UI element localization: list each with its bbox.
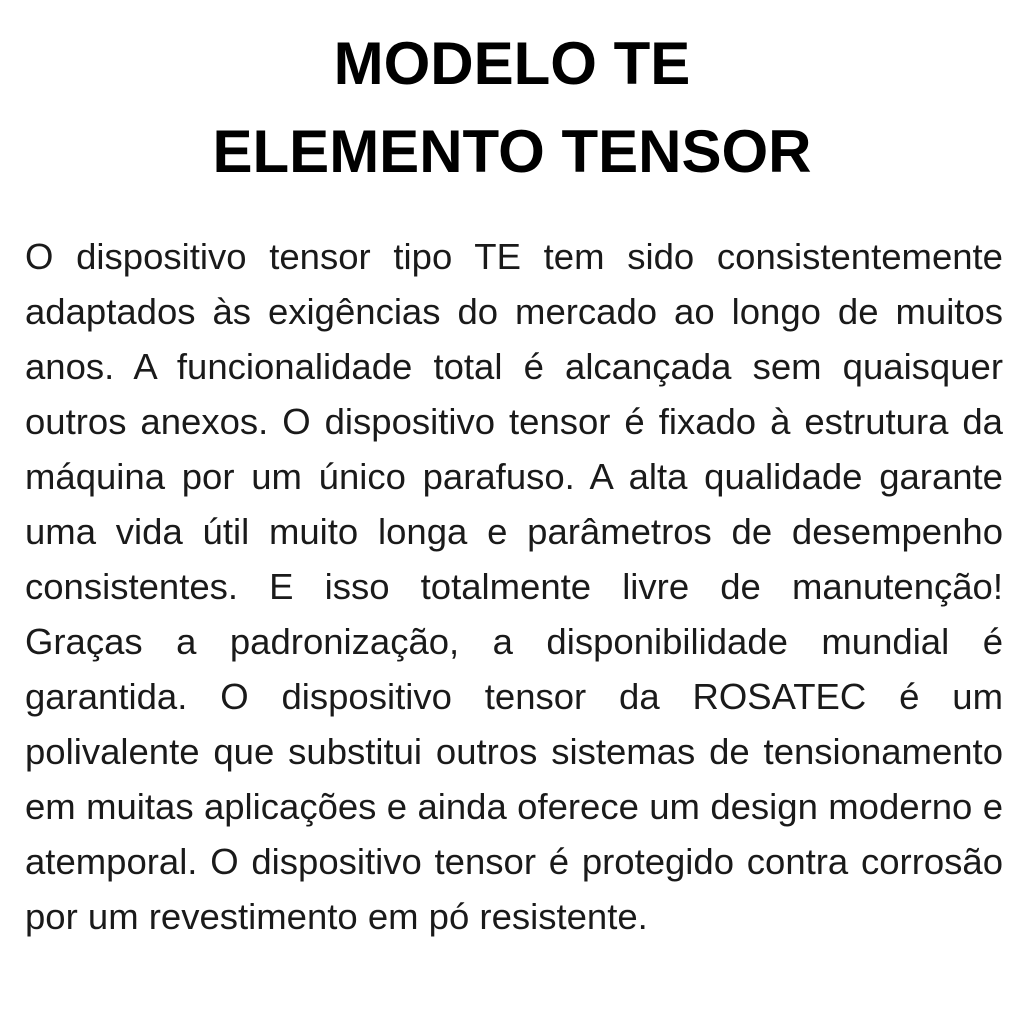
title-line-element: ELEMENTO TENSOR (212, 118, 812, 185)
page-title (0, 20, 1024, 196)
title-line-model: MODELO TE (333, 30, 691, 97)
description-paragraph: O dispositivo tensor tipo TE tem sido consistentemente adaptados às exigências do mercado ao longo de muitos anos. A funcionalidade total é alcançada sem quaisquer outros anexos. O dispositivo tensor é fixado à estrutura da máquina por um único parafuso. A alta qualidade garante uma vida útil muito longa e parâmetros de desempenho consistentes. E isso totalmente livre de manutenção! Graças a padronização, a disponibilidade mundial é garantida. O dispositivo tensor da ROSATEC é um polivalente que substitui outros sistemas de tensionamento em muitas aplicações e ainda oferece um design moderno e atemporal. O dispositivo tensor é protegido contra corrosão por um revestimento em pó resistente. (25, 236, 1003, 937)
